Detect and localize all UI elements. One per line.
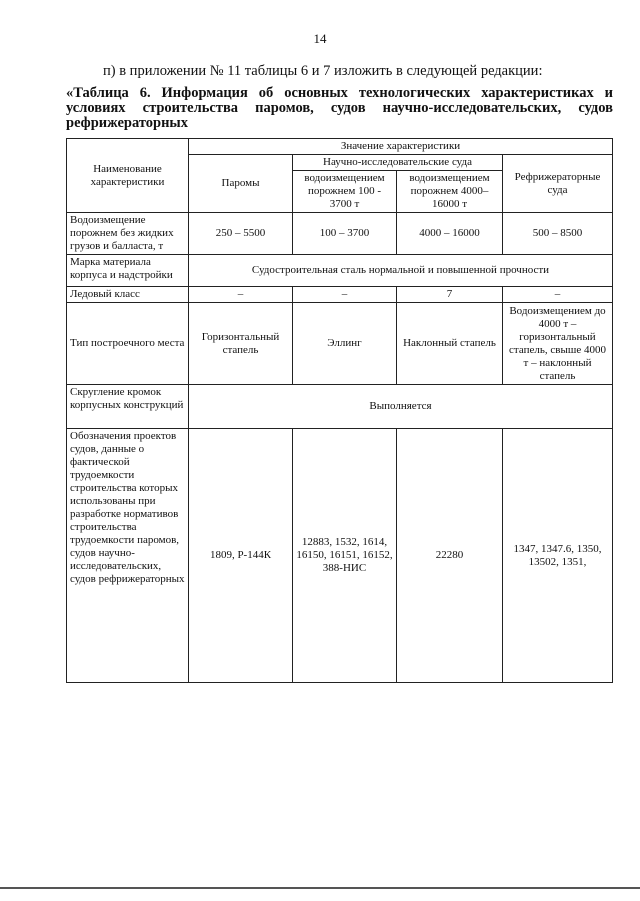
table-row: [67, 429, 613, 683]
cell-ferries: 1809, Р-144К: [189, 429, 293, 683]
scan-edge-line: [0, 887, 640, 889]
row-name: Тип построечного места: [67, 303, 189, 385]
cell-reefers: 1347, 1347.6, 1350, 13502, 1351,: [503, 429, 613, 683]
row-name: Скругление кромок корпусных конструкций: [67, 385, 189, 429]
header-research-small: водоизмещением порожнем 100 - 3700 т: [293, 171, 397, 213]
cell-ferries: –: [189, 287, 293, 303]
row-name: Обозначения проектов судов, данные о фактической трудоемкости строительства которых использованы при разработке нормативов строительства трудоемкости паромов, судов научно-исследовательских, судов рефрижераторных: [67, 429, 189, 683]
cell-reefers: 500 – 8500: [503, 213, 613, 255]
header-reefers: Рефрижераторные суда: [503, 155, 613, 213]
header-value-group: Значение характеристики: [189, 139, 613, 155]
cell-ferries: Горизонтальный стапель: [189, 303, 293, 385]
header-name-col: Наименование характеристики: [67, 139, 189, 213]
page-number: 14: [313, 31, 327, 46]
cell-merged: Выполняется: [189, 385, 613, 429]
header-research-group: Научно-исследовательские суда: [293, 155, 503, 171]
row-name: Марка материала корпуса и надстройки: [67, 255, 189, 287]
table-row: [67, 287, 613, 303]
row-name: Водоизмещение порожнем без жидких грузов и балласта, т: [67, 213, 189, 255]
header-research-large: водоизмещением порожнем 4000–16000 т: [397, 171, 503, 213]
cell-research-small: –: [293, 287, 397, 303]
cell-ferries: 250 – 5500: [189, 213, 293, 255]
table-row: [67, 303, 613, 385]
cell-research-large: 22280: [397, 429, 503, 683]
cell-merged: Судостроительная сталь нормальной и повышенной прочности: [189, 255, 613, 287]
table-row: [67, 255, 613, 287]
intro-paragraph: п) в приложении № 11 таблицы 6 и 7 изложить в следующей редакции:: [103, 63, 543, 79]
cell-research-large: 4000 – 16000: [397, 213, 503, 255]
cell-reefers: Водоизмещением до 4000 т – горизонтальный стапель, свыше 4000 т – наклонный стапель: [503, 303, 613, 385]
cell-research-small: Эллинг: [293, 303, 397, 385]
cell-research-large: 7: [397, 287, 503, 303]
cell-research-small: 12883, 1532, 1614, 16150, 16151, 16152, 388-НИС: [293, 429, 397, 683]
table-row: [67, 213, 613, 255]
cell-research-small: 100 – 3700: [293, 213, 397, 255]
header-ferries: Паромы: [189, 155, 293, 213]
cell-research-large: Наклонный стапель: [397, 303, 503, 385]
characteristics-table: [66, 138, 613, 683]
table-row: [67, 385, 613, 429]
table-header-row: [67, 139, 613, 155]
table-title: «Таблица 6. Информация об основных технологических характеристиках и условиях строительства паромов, судов научно-исследовательских, судов рефрижераторных: [66, 85, 613, 131]
row-name: Ледовый класс: [67, 287, 189, 303]
cell-reefers: –: [503, 287, 613, 303]
